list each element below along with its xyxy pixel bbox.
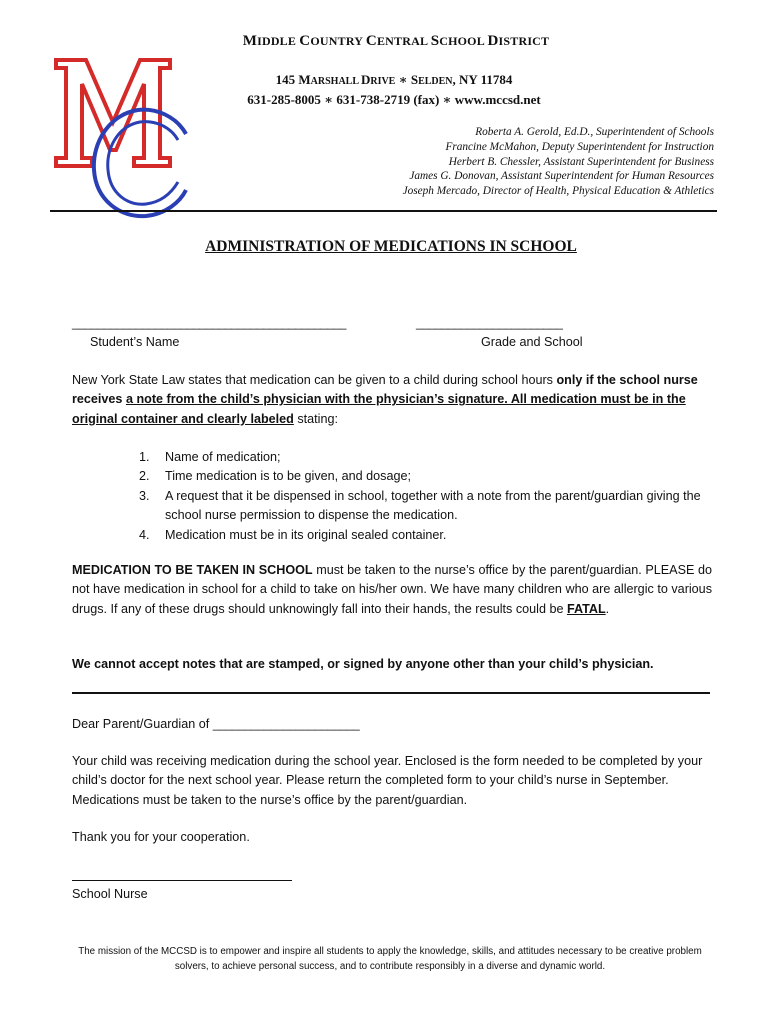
letter-body: Your child was receiving medication during the school year. Enclosed is the form needed to be completed by your child’s doctor for the next school year. Please return the completed form to your child’s nurse in September. Medications must be taken to the nurse’s office by the parent/guardian. <box>72 754 703 807</box>
section-divider <box>72 692 710 694</box>
mission-statement: The mission of the MCCSD is to empower and inspire all students to apply the knowledge, skills, and attitudes necessary to be creative problem solvers, to achieve personal success, and to contribute responsibly in a diverse and dynamic world. <box>78 946 702 972</box>
requirements-list <box>139 448 711 545</box>
student-name-label: Student’s Name <box>90 335 180 349</box>
staff-list <box>403 125 714 199</box>
staff-line: James G. Donovan, Assistant Superintendent for Human Resources <box>409 170 714 183</box>
staff-line: Francine McMahon, Deputy Superintendent for Instruction <box>445 140 714 153</box>
signature-label: School Nurse <box>72 887 148 901</box>
notes-policy: We cannot accept notes that are stamped, or signed by anyone other than your child’s physician. <box>72 657 654 671</box>
grade-school-blank[interactable]: _______________________ <box>416 316 563 330</box>
grade-school-label: Grade and School <box>481 335 583 349</box>
list-item: 4. Medication must be in its original sealed container. <box>139 527 447 542</box>
list-item: 3. A request that it be dispensed in school, together with a note from the parent/guardian giving the school nurse permission to dispense the medication. <box>139 488 701 523</box>
thanks-line: Thank you for your cooperation. <box>72 830 250 844</box>
staff-line: Roberta A. Gerold, Ed.D., Superintendent of Schools <box>475 126 714 138</box>
district-address: 145 MARSHALL DRIVE ∗ SELDEN, NY 11784 <box>275 72 513 87</box>
district-contact: 631-285-8005 ∗ 631-738-2719 (fax) ∗ www.mccsd.net <box>247 92 541 107</box>
district-name: MIDDLE COUNTRY CENTRAL SCHOOL DISTRICT <box>242 33 550 49</box>
document-title: ADMINISTRATION OF MEDICATIONS IN SCHOOL <box>205 238 577 255</box>
staff-line: Herbert B. Chessler, Assistant Superintendent for Business <box>448 155 714 168</box>
header-divider <box>50 210 717 212</box>
list-item: 1. Name of medication; <box>139 450 281 464</box>
signature-line[interactable] <box>72 880 292 881</box>
warning-paragraph: MEDICATION TO BE TAKEN IN SCHOOL must be taken to the nurse’s office by the parent/guardian. PLEASE do not have medication in school for a child to take on his/her own. We have many children who are allergic to various drugs. If any of these drugs should unknowingly fall into their hands, the results could be FATAL. <box>72 563 712 616</box>
list-item: 2. Time medication is to be given, and dosage; <box>139 469 411 484</box>
law-paragraph: New York State Law states that medication can be given to a child during school hours only if the school nurse receives a note from the child’s physician with the physician’s signature. All medication must be in the original container and clearly labeled stating: <box>72 373 698 426</box>
student-name-blank[interactable]: ___________________________________________ <box>72 316 347 330</box>
salutation: Dear Parent/Guardian of _______________________ <box>72 717 360 731</box>
staff-line: Joseph Mercado, Director of Health, Physical Education & Athletics <box>402 185 714 198</box>
child-name-blank[interactable]: _______________________ <box>212 717 360 731</box>
